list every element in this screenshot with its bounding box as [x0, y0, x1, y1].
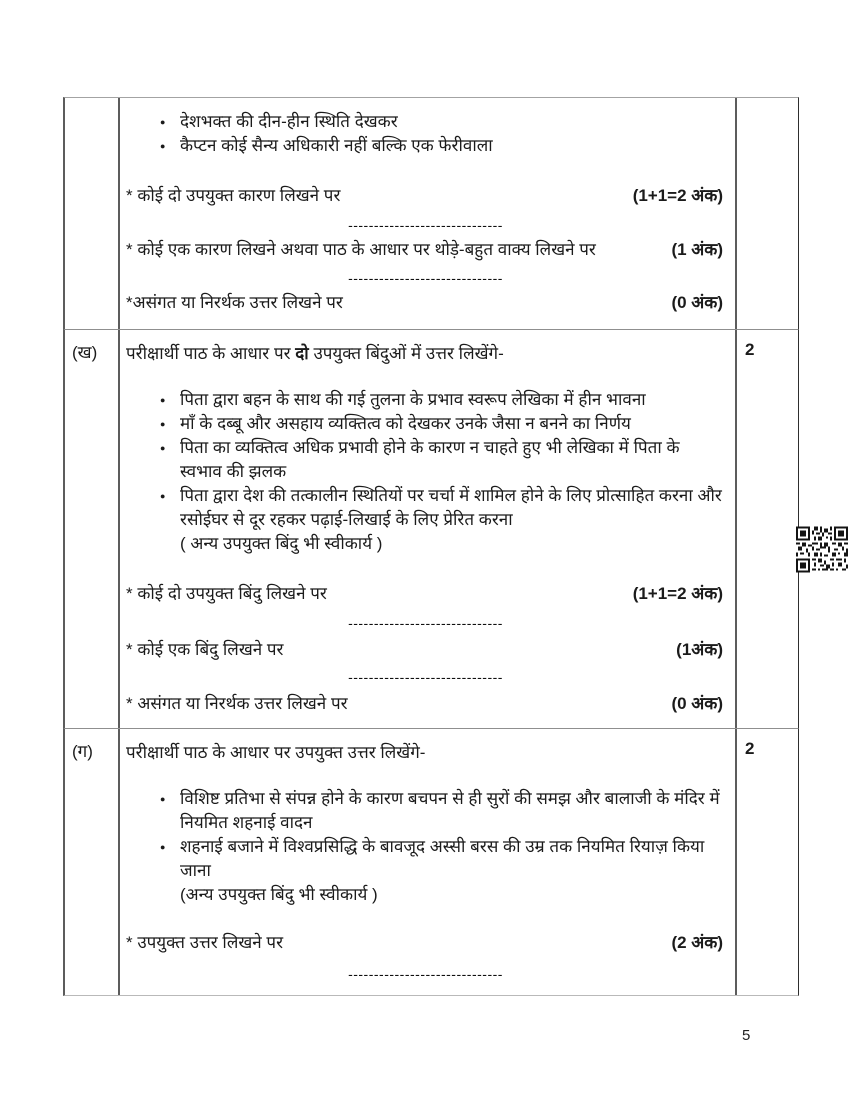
bullet-text: शहनाई बजाने में विश्वप्रसिद्धि के बावजूद अस्सी बरस की उम्र तक नियमित रियाज़ किया जाना [180, 837, 705, 880]
criterion-marks: (1अंक) [676, 640, 723, 659]
answer-content-cell [120, 98, 737, 329]
dashed-separator: ------------------------------ [348, 669, 503, 685]
dashed-separator: ------------------------------ [348, 966, 503, 982]
intro-text: उपयुक्त बिंदुओं में उत्तर लिखेंगे- [308, 344, 504, 363]
intro-text: परीक्षार्थी पाठ के आधार पर [126, 344, 296, 363]
criterion-marks: (2 अंक) [671, 933, 723, 952]
bullet-icon: ● [160, 842, 166, 852]
list-item [158, 436, 725, 484]
marking-criterion [126, 238, 725, 262]
marks-cell: 2 [745, 340, 755, 359]
bullet-icon: ● [160, 117, 166, 127]
answer-content-cell [120, 330, 737, 728]
qr-code [796, 526, 848, 573]
criterion-text: * कोई एक कारण लिखने अथवा पाठ के आधार पर थोड़े-बहुत वाक्य लिखने पर [126, 240, 596, 259]
answer-bullet-list [126, 388, 725, 532]
marking-criterion [126, 638, 725, 662]
answer-content-cell [120, 729, 737, 995]
list-item [158, 835, 725, 883]
bullet-icon: ● [160, 141, 166, 151]
bullet-text: पिता द्वारा देश की तत्कालीन स्थितियों पर चर्चा में शामिल होने के लिए प्रोत्साहित करना और रसोईघर से दूर रहकर पढ़ाई-लिखाई के लिए प्रेरित करना [180, 486, 722, 529]
bullet-text: कैप्टन कोई सैन्य अधिकारी नहीं बल्कि एक फेरीवाला [180, 136, 493, 155]
marks-cell: 2 [745, 739, 755, 758]
question-label-cell: (ख) [65, 330, 120, 728]
marking-criterion [126, 692, 725, 716]
answer-bullet-list [126, 110, 725, 158]
criterion-marks: (0 अंक) [671, 694, 723, 713]
bullet-text: पिता का व्यक्तित्व अधिक प्रभावी होने के कारण न चाहते हुए भी लेखिका में पिता के स्वभाव की झलक [180, 438, 680, 481]
marking-criterion [126, 291, 725, 315]
marking-criterion [126, 582, 725, 606]
criterion-marks: (1 अंक) [671, 240, 723, 259]
list-item [158, 388, 725, 412]
bullet-icon: ● [160, 443, 166, 453]
bullet-icon: ● [160, 794, 166, 804]
marking-criterion [126, 184, 725, 208]
marking-criterion [126, 931, 725, 955]
marking-scheme-table [63, 97, 799, 996]
dashed-separator: ------------------------------ [348, 217, 503, 233]
question-label-cell [65, 98, 120, 329]
criterion-text: * असंगत या निरर्थक उत्तर लिखने पर [126, 694, 348, 713]
acceptance-note: (अन्य उपयुक्त बिंदु भी स्वीकार्य ) [180, 885, 378, 904]
criterion-text: * कोई दो उपयुक्त कारण लिखने पर [126, 186, 341, 205]
bullet-text: विशिष्ट प्रतिभा से संपन्न होने के कारण बचपन से ही सुरों की समझ और बालाजी के मंदिर में नियमित शहनाई वादन [180, 789, 720, 832]
list-item [158, 134, 725, 158]
criterion-text: * कोई एक बिंदु लिखने पर [126, 640, 284, 659]
page-number: 5 [742, 1027, 751, 1044]
criterion-text: *असंगत या निरर्थक उत्तर लिखने पर [126, 293, 343, 312]
table-row [63, 729, 799, 996]
criterion-text: * उपयुक्त उत्तर लिखने पर [126, 933, 284, 952]
bullet-icon: ● [160, 395, 166, 405]
intro-bold-word: दो [295, 344, 309, 363]
question-label-cell: (ग) [65, 729, 120, 995]
table-row [63, 97, 799, 330]
dashed-separator: ------------------------------ [348, 270, 503, 286]
answer-intro [126, 342, 725, 366]
dashed-separator: ------------------------------ [348, 615, 503, 631]
acceptance-note: ( अन्य उपयुक्त बिंदु भी स्वीकार्य ) [180, 534, 383, 553]
criterion-text: * कोई दो उपयुक्त बिंदु लिखने पर [126, 584, 327, 603]
table-row [63, 330, 799, 729]
list-item [158, 484, 725, 532]
answer-bullet-list [126, 787, 725, 883]
list-item [158, 787, 725, 835]
list-item [158, 110, 725, 134]
bullet-icon: ● [160, 491, 166, 501]
bullet-icon: ● [160, 419, 166, 429]
criterion-marks: (0 अंक) [671, 293, 723, 312]
marks-cell [737, 98, 798, 329]
criterion-marks: (1+1=2 अंक) [632, 584, 723, 603]
bullet-text: देशभक्त की दीन-हीन स्थिति देखकर [180, 112, 398, 131]
list-item [158, 412, 725, 436]
bullet-text: माँ के दब्बू और असहाय व्यक्तित्व को देखकर उनके जैसा न बनने का निर्णय [180, 414, 631, 433]
bullet-text: पिता द्वारा बहन के साथ की गई तुलना के प्रभाव स्वरूप लेखिका में हीन भावना [180, 390, 646, 409]
answer-intro: परीक्षार्थी पाठ के आधार पर उपयुक्त उत्तर लिखेंगे- [126, 743, 426, 762]
criterion-marks: (1+1=2 अंक) [632, 186, 723, 205]
